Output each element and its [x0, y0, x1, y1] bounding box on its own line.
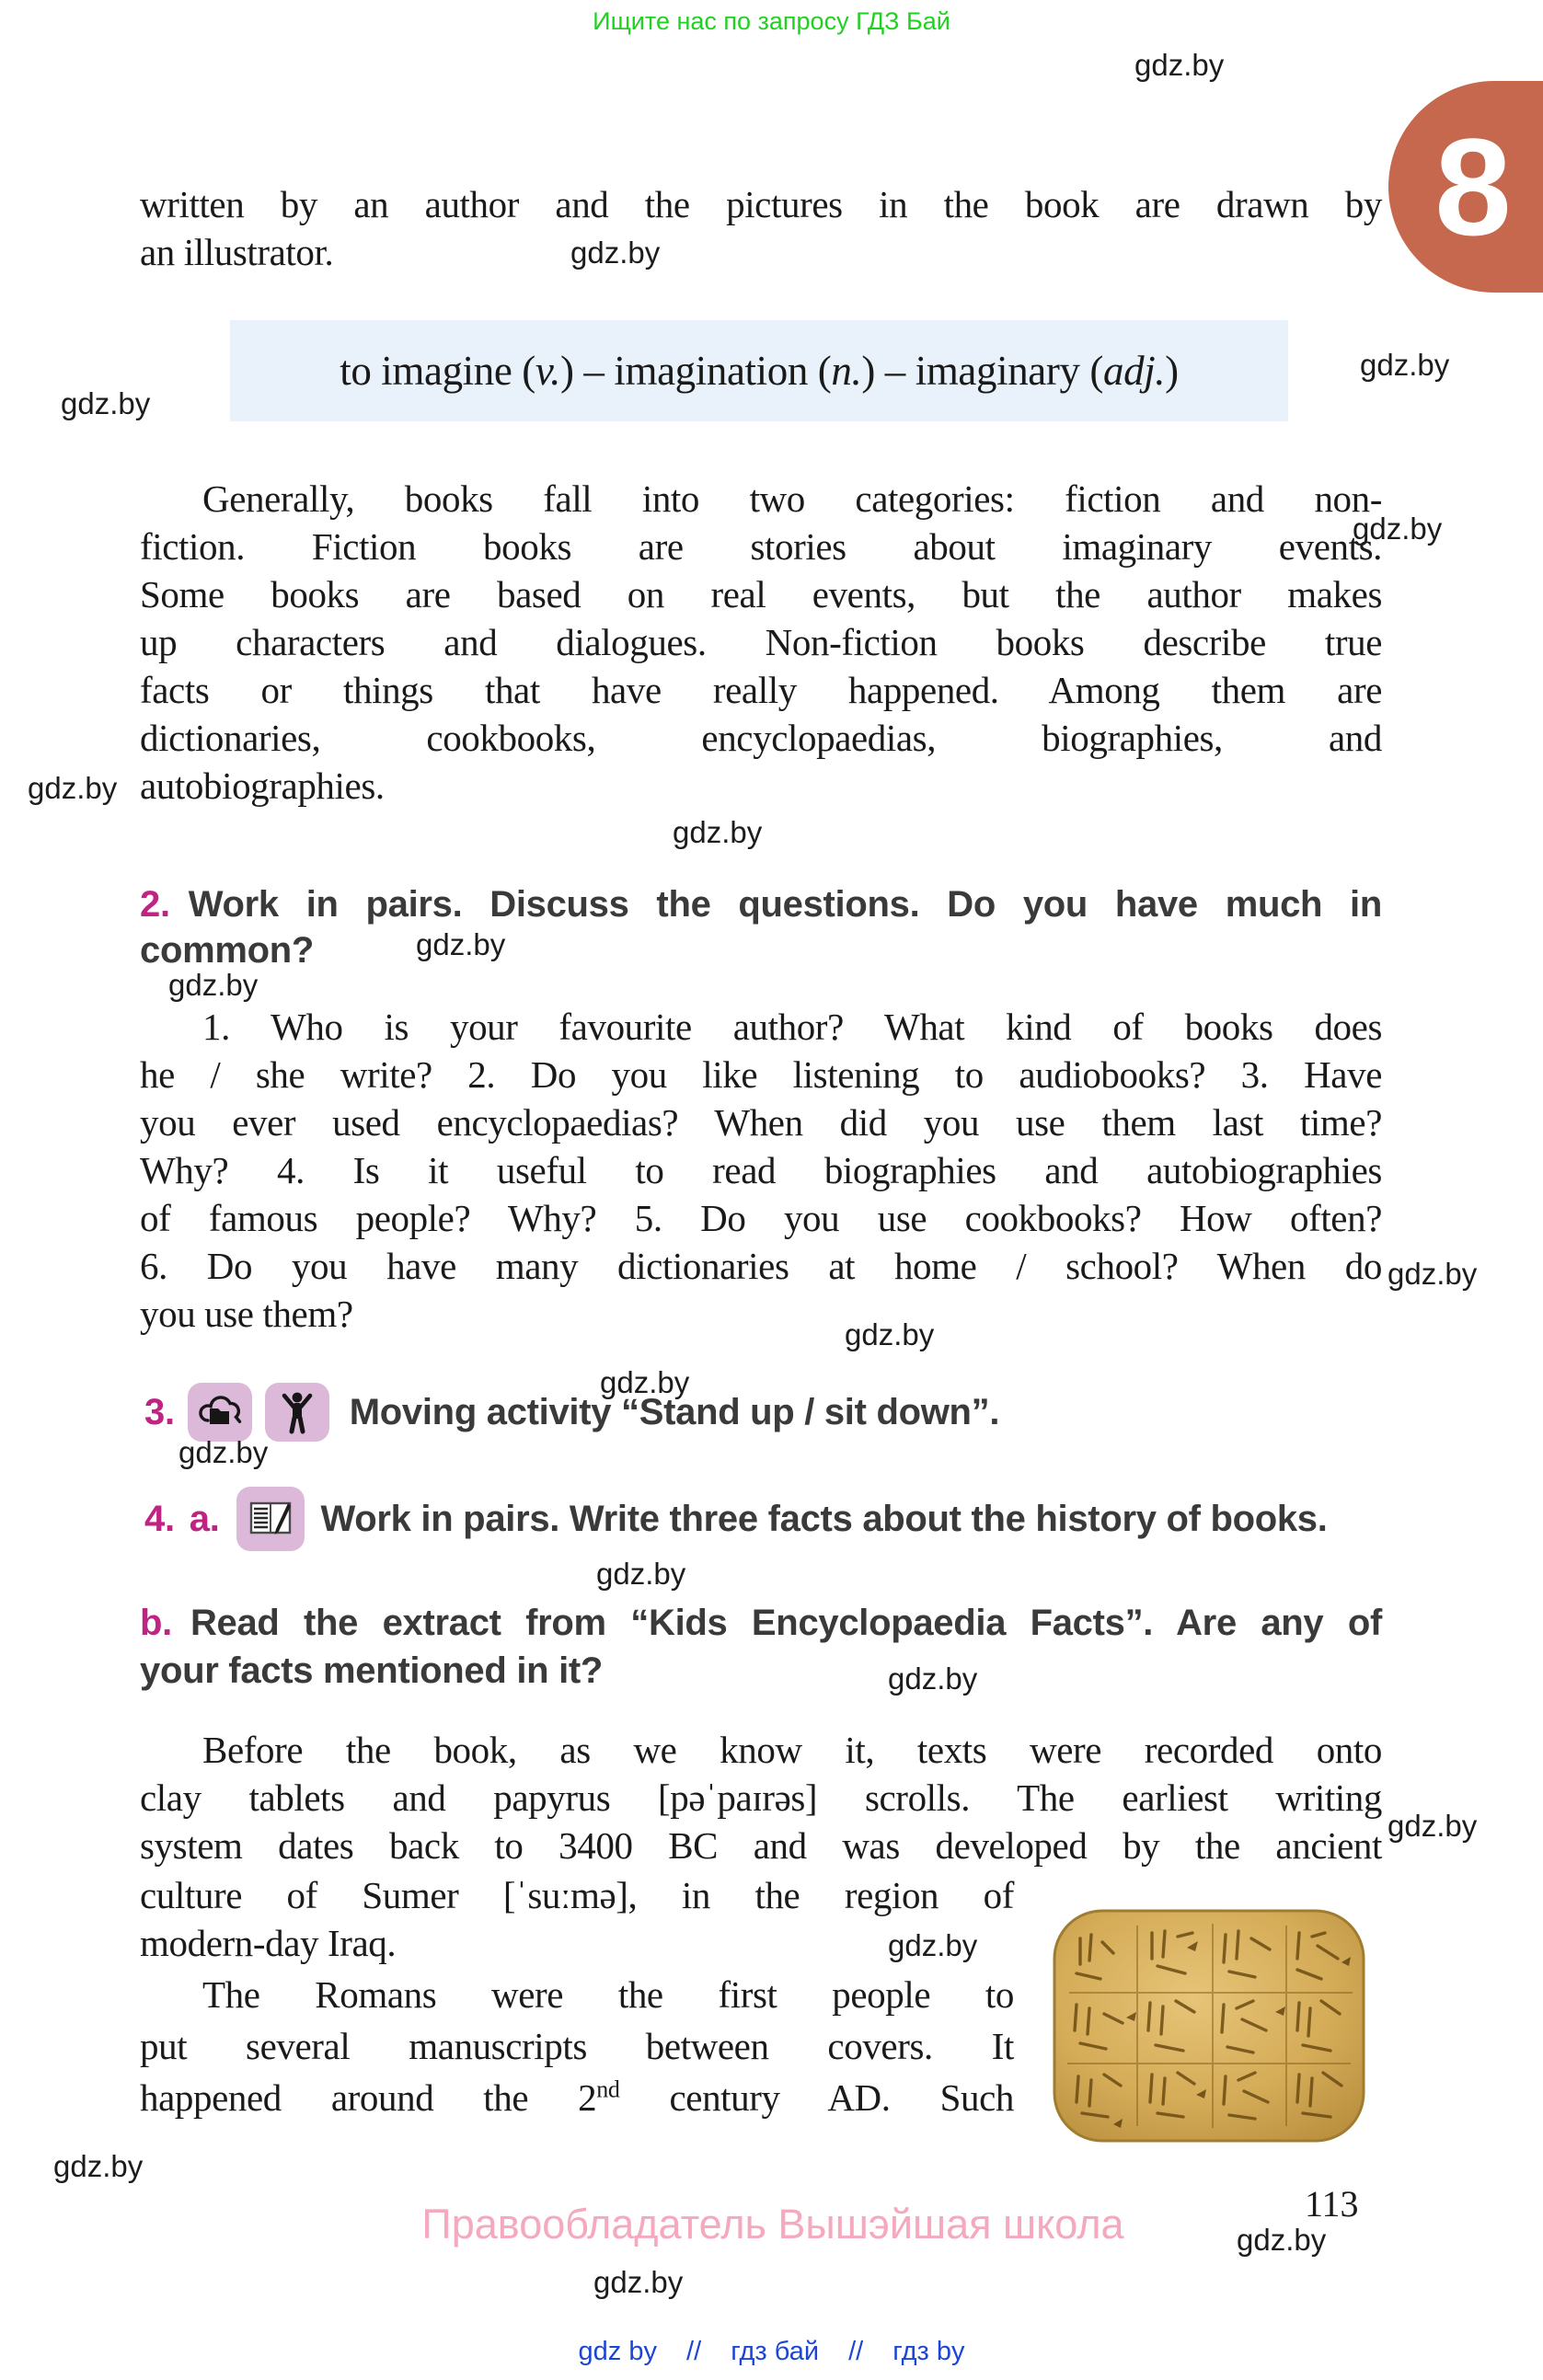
- unit-badge: [1388, 81, 1543, 293]
- text-line: of famous people? Why? 5. Do you use cookbooks? How often?: [140, 1197, 1382, 1239]
- text-line: up characters and dialogues. Non-fiction books describe true: [140, 621, 1382, 663]
- clay-tablet-image: [1049, 1905, 1369, 2146]
- gdz-watermark: gdz.by: [1388, 1809, 1478, 1843]
- text-line: Before the book, as we know it, texts were recorded onto: [202, 1729, 1382, 1771]
- text-line: Why? 4. Is it useful to read biographies and autobiographies: [140, 1149, 1382, 1191]
- exercise-4b-heading: [140, 1599, 1382, 1695]
- text-line: common?: [140, 930, 315, 971]
- promo-banner-text: Ищите нас по запросу ГДЗ Бай: [593, 7, 950, 35]
- gdz-watermark: gdz.by: [1237, 2223, 1327, 2257]
- exercise-4a-label: Work in pairs. Write three facts about the history of books.: [320, 1499, 1328, 1539]
- writing-icon: [236, 1487, 305, 1551]
- gdz-watermark: gdz.by: [178, 1435, 269, 1469]
- text-line: 2. Work in pairs. Discuss the questions. Do you have much in: [140, 884, 1382, 925]
- questions-paragraph: [140, 1003, 1382, 1338]
- text-line: b. Read the extract from “Kids Encyclopaedia Facts”. Are any of: [140, 1603, 1382, 1643]
- gdz-watermark: gdz.by: [593, 2265, 684, 2299]
- history-paragraph-wide: [140, 1726, 1382, 1869]
- text-line: system dates back to 3400 BC and was developed by the ancient: [140, 1824, 1382, 1867]
- footer-link-separator: //: [848, 2337, 864, 2366]
- fiction-paragraph: [140, 475, 1382, 810]
- text-line: clay tablets and papyrus [pəˈpaɪrəs] scrolls. The earliest writing: [140, 1776, 1382, 1819]
- gdz-watermark: gdz.by: [53, 2149, 144, 2183]
- text-line: Generally, books fall into two categories: fiction and non-: [202, 477, 1382, 520]
- text-line: culture of Sumer [ˈsuːmə], in the region of: [140, 1874, 1014, 1916]
- vocabulary-box: [230, 320, 1288, 421]
- text-line: an illustrator.: [140, 231, 334, 273]
- gdz-watermark: gdz.by: [596, 1557, 686, 1591]
- text-line: 6. Do you have many dictionaries at home / school? When do: [140, 1245, 1382, 1287]
- exercise-number: 4.: [144, 1499, 175, 1539]
- footer-link[interactable]: gdz by: [578, 2337, 657, 2366]
- gdz-watermark: gdz.by: [673, 815, 763, 849]
- text-line: 1. Who is your favourite author? What kind of books does: [202, 1006, 1382, 1048]
- gdz-watermark: gdz.by: [888, 1928, 978, 1962]
- romans-paragraph: [140, 1969, 1014, 2123]
- footer-links: [0, 2337, 1543, 2367]
- footer-link[interactable]: гдз by: [892, 2337, 965, 2366]
- copyright-text: Правообладатель Вышэйшая школа: [421, 2201, 1124, 2248]
- gdz-watermark: gdz.by: [61, 386, 151, 420]
- gdz-watermark: gdz.by: [888, 1661, 978, 1696]
- exercise-letter: a.: [189, 1499, 220, 1539]
- text-line: you use them?: [140, 1293, 353, 1335]
- gdz-watermark: gdz.by: [168, 968, 259, 1002]
- text-line: modern-day Iraq.: [140, 1922, 397, 1964]
- text-line: Some books are based on real events, but the author makes: [140, 573, 1382, 615]
- text-line: The Romans were the first people to: [202, 1973, 1014, 2016]
- text-line: happened around the 2nd century AD. Such: [140, 2075, 1014, 2119]
- footer-link[interactable]: гдз бай: [731, 2337, 820, 2366]
- footer-link-separator: //: [686, 2337, 702, 2366]
- gdz-watermark: gdz.by: [845, 1317, 935, 1351]
- exercise-number: 3.: [144, 1392, 175, 1432]
- vocab-text: to imagine (v.) – imagination (n.) – imaginary (adj.): [340, 348, 1179, 394]
- gdz-watermark: gdz.by: [416, 927, 506, 961]
- gdz-watermark: gdz.by: [1360, 348, 1450, 382]
- text-line: your facts mentioned in it?: [140, 1650, 604, 1691]
- exercise-2-heading: [140, 881, 1382, 973]
- page-number: 113: [1305, 2183, 1359, 2225]
- text-line: put several manuscripts between covers. It: [140, 2025, 1014, 2067]
- text-line: he / she write? 2. Do you like listening to audiobooks? 3. Have: [140, 1053, 1382, 1096]
- unit-number: 8: [1434, 109, 1512, 264]
- gdz-watermark: gdz.by: [570, 236, 661, 270]
- exercise-3-row: [144, 1380, 999, 1444]
- history-paragraph-narrow: [140, 1871, 1014, 1967]
- exercise-4a-row: [144, 1485, 1328, 1553]
- text-line: autobiographies.: [140, 765, 385, 807]
- text-line: fiction. Fiction books are stories about imaginary events.: [140, 525, 1382, 568]
- exercise-letter: b.: [140, 1603, 172, 1643]
- exercise-3-label: Moving activity “Stand up / sit down”.: [349, 1392, 1000, 1432]
- text-line: facts or things that have really happened. Among them are: [140, 669, 1382, 711]
- gdz-watermark: gdz.by: [600, 1365, 690, 1399]
- text-line: written by an author and the pictures in the book are drawn by: [140, 183, 1382, 225]
- gdz-watermark: gdz.by: [1388, 1257, 1478, 1291]
- text-line: dictionaries, cookbooks, encyclopaedias, biographies, and: [140, 717, 1382, 759]
- exercise-number: 2.: [140, 884, 170, 925]
- class-activity-icon: [188, 1383, 252, 1442]
- gdz-watermark: gdz.by: [28, 771, 118, 805]
- moving-activity-icon: [265, 1383, 329, 1442]
- gdz-watermark: gdz.by: [1134, 48, 1225, 82]
- intro-paragraph: [140, 180, 1382, 276]
- gdz-watermark: gdz.by: [1353, 512, 1443, 546]
- text-line: you ever used encyclopaedias? When did you use them last time?: [140, 1101, 1382, 1144]
